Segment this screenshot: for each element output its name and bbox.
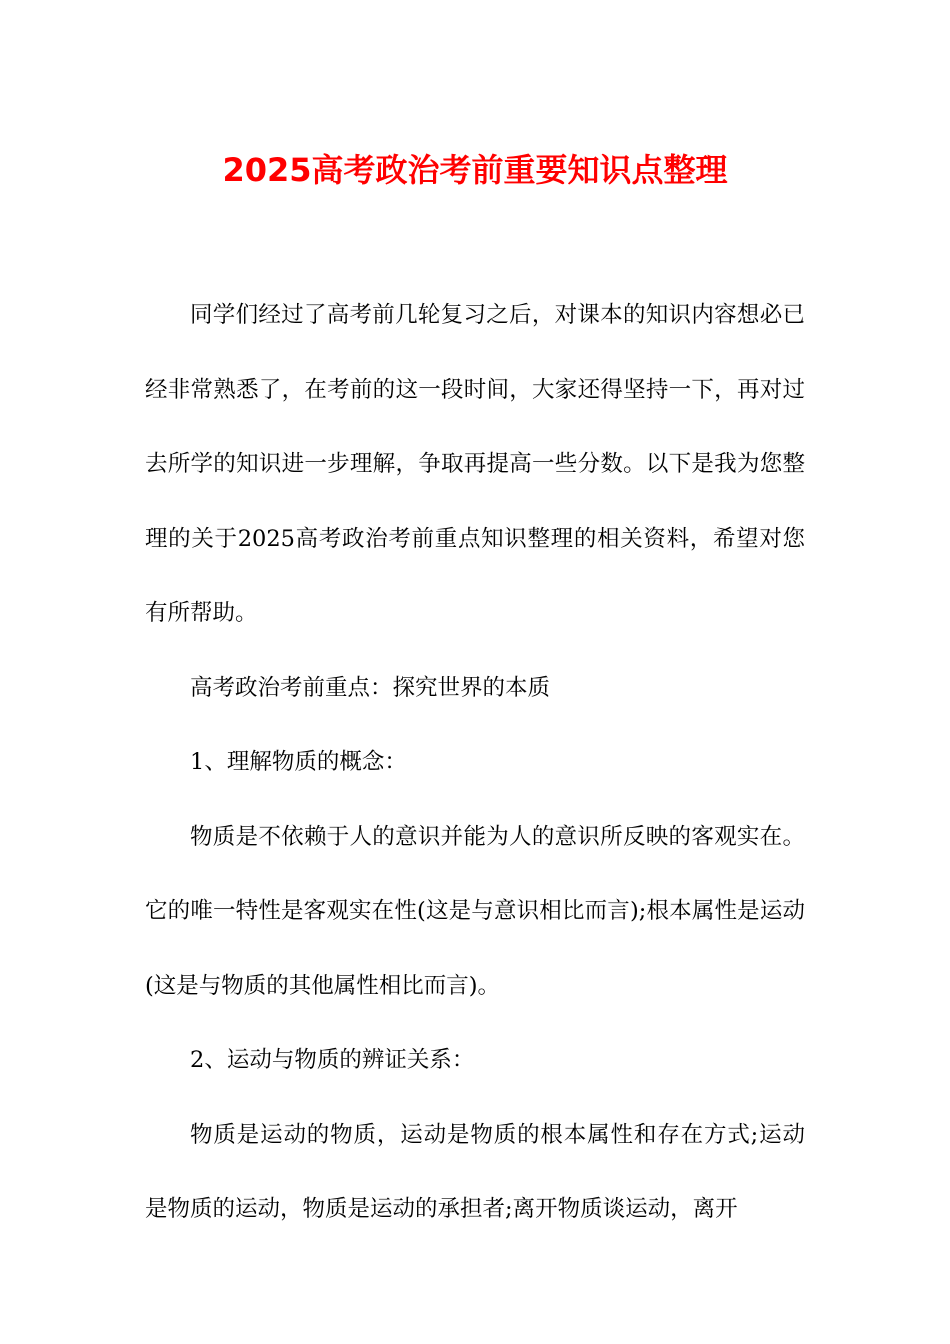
section-heading: 高考政治考前重点：探究世界的本质 bbox=[190, 674, 551, 701]
point-heading-2: 2、运动与物质的辨证关系： bbox=[190, 1047, 475, 1073]
intro-paragraph: 同学们经过了高考前几轮复习之后，对课本的知识内容想必已经非常熟悉了，在考前的这一段时间，大家还得坚持一下，再对过去所学的知识进一步理解，争取再提高一些分数。以下是我为您整理的关于2025高考政治考前重点知识整理的相关资料，希望对您有所帮助。 bbox=[145, 302, 805, 626]
document-title: 2025高考政治考前重要知识点整理 bbox=[222, 151, 728, 189]
point-paragraph-1: 物质是不依赖于人的意识并能为人的意识所反映的客观实在。它的唯一特性是客观实在性(这是与意识相比而言);根本属性是运动(这是与物质的其他属性相比而言)。 bbox=[145, 823, 805, 999]
point-paragraph-2: 物质是运动的物质，运动是物质的根本属性和存在方式;运动是物质的运动，物质是运动的承担者;离开物质谈运动，离开 bbox=[145, 1121, 805, 1222]
point-heading-1: 1、理解物质的概念： bbox=[190, 749, 407, 775]
document-body bbox=[145, 278, 805, 1247]
